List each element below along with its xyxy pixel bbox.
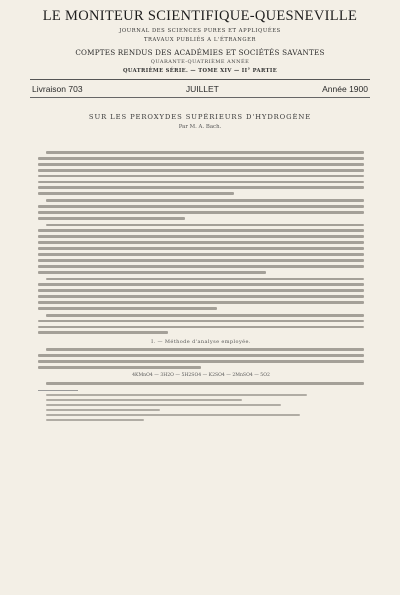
chemical-equation: 4KMnO4 — 3H2O — 5H2SO4 — K2SO4 — 2MnSO4 — 5O2: [132, 372, 270, 378]
paragraph: [38, 278, 364, 310]
footnote-line: [46, 414, 300, 416]
comptes-rendus-line: COMPTES RENDUS DES ACADÉMIES ET SOCIÉTÉS SAVANTES: [75, 48, 325, 57]
text-line: [46, 278, 364, 281]
paragraph: [38, 382, 364, 385]
text-line: [38, 163, 364, 166]
text-line: [38, 366, 201, 369]
text-line: [38, 186, 364, 189]
article-title: SUR LES PEROXYDES SUPÉRIEURS D'HYDROGÈNE: [88, 113, 312, 121]
text-line: [38, 295, 364, 298]
text-line: [38, 169, 364, 172]
footnote-line: [46, 409, 160, 411]
text-line: [38, 289, 364, 292]
paragraph: [38, 199, 364, 219]
paragraph: [38, 224, 364, 274]
text-line: [38, 192, 234, 195]
text-line: [38, 157, 364, 160]
text-line: [38, 360, 364, 363]
text-line: [46, 199, 364, 202]
paragraph: [38, 151, 364, 195]
year-count-line: QUARANTE-QUATRIÈME ANNÉE: [150, 59, 250, 65]
text-line: [38, 211, 364, 214]
text-line: [38, 217, 185, 220]
masthead-divider: [30, 79, 370, 80]
text-line: [46, 224, 364, 227]
footnote-line: [46, 394, 307, 396]
masthead: [0, 0, 400, 74]
section-heading: I. — Méthode d'analyse employée.: [151, 339, 251, 346]
text-line: [38, 241, 364, 244]
text-line: [38, 283, 364, 286]
text-line: [38, 265, 364, 268]
text-line: [38, 235, 364, 238]
text-line: [38, 229, 364, 232]
paragraph: [38, 314, 364, 334]
text-line: [38, 301, 364, 304]
text-line: [46, 151, 364, 154]
text-line: [38, 320, 364, 323]
text-line: [38, 331, 168, 334]
text-line: [46, 314, 364, 317]
footnote-line: [46, 399, 242, 401]
footnote-line: [46, 404, 281, 406]
travaux-line: TRAVAUX PUBLIÉS A L'ÉTRANGER: [143, 37, 257, 43]
text-line: [46, 348, 364, 351]
text-line: [38, 259, 364, 262]
issue-number: Livraison 703: [32, 84, 83, 94]
issue-month: JUILLET: [185, 84, 219, 94]
text-line: [38, 205, 364, 208]
text-line: [38, 175, 364, 178]
article-author: Par M. A. Bach.: [178, 124, 222, 130]
article-header: [0, 113, 400, 130]
text-line: [38, 247, 364, 250]
footnotes: [38, 394, 364, 421]
journal-subtitle: JOURNAL DES SCIENCES PURES ET APPLIQUÉES: [119, 28, 281, 34]
text-line: [38, 326, 364, 329]
paragraph: [38, 348, 364, 368]
text-line: [38, 307, 217, 310]
article-body: [38, 148, 364, 421]
text-line: [38, 181, 364, 184]
issue-year: Année 1900: [322, 84, 368, 94]
text-line: [38, 253, 364, 256]
text-line: [38, 271, 266, 274]
footnote-divider: [38, 390, 78, 391]
journal-title: LE MONITEUR SCIENTIFIQUE-QUESNEVILLE: [42, 8, 358, 24]
series-line: QUATRIÈME SÉRIE. — TOME XIV — II° PARTIE: [122, 68, 278, 74]
issue-divider: [30, 97, 370, 98]
text-line: [46, 382, 364, 385]
issue-info-row: [32, 84, 368, 94]
text-line: [38, 354, 364, 357]
footnote-line: [46, 419, 144, 421]
